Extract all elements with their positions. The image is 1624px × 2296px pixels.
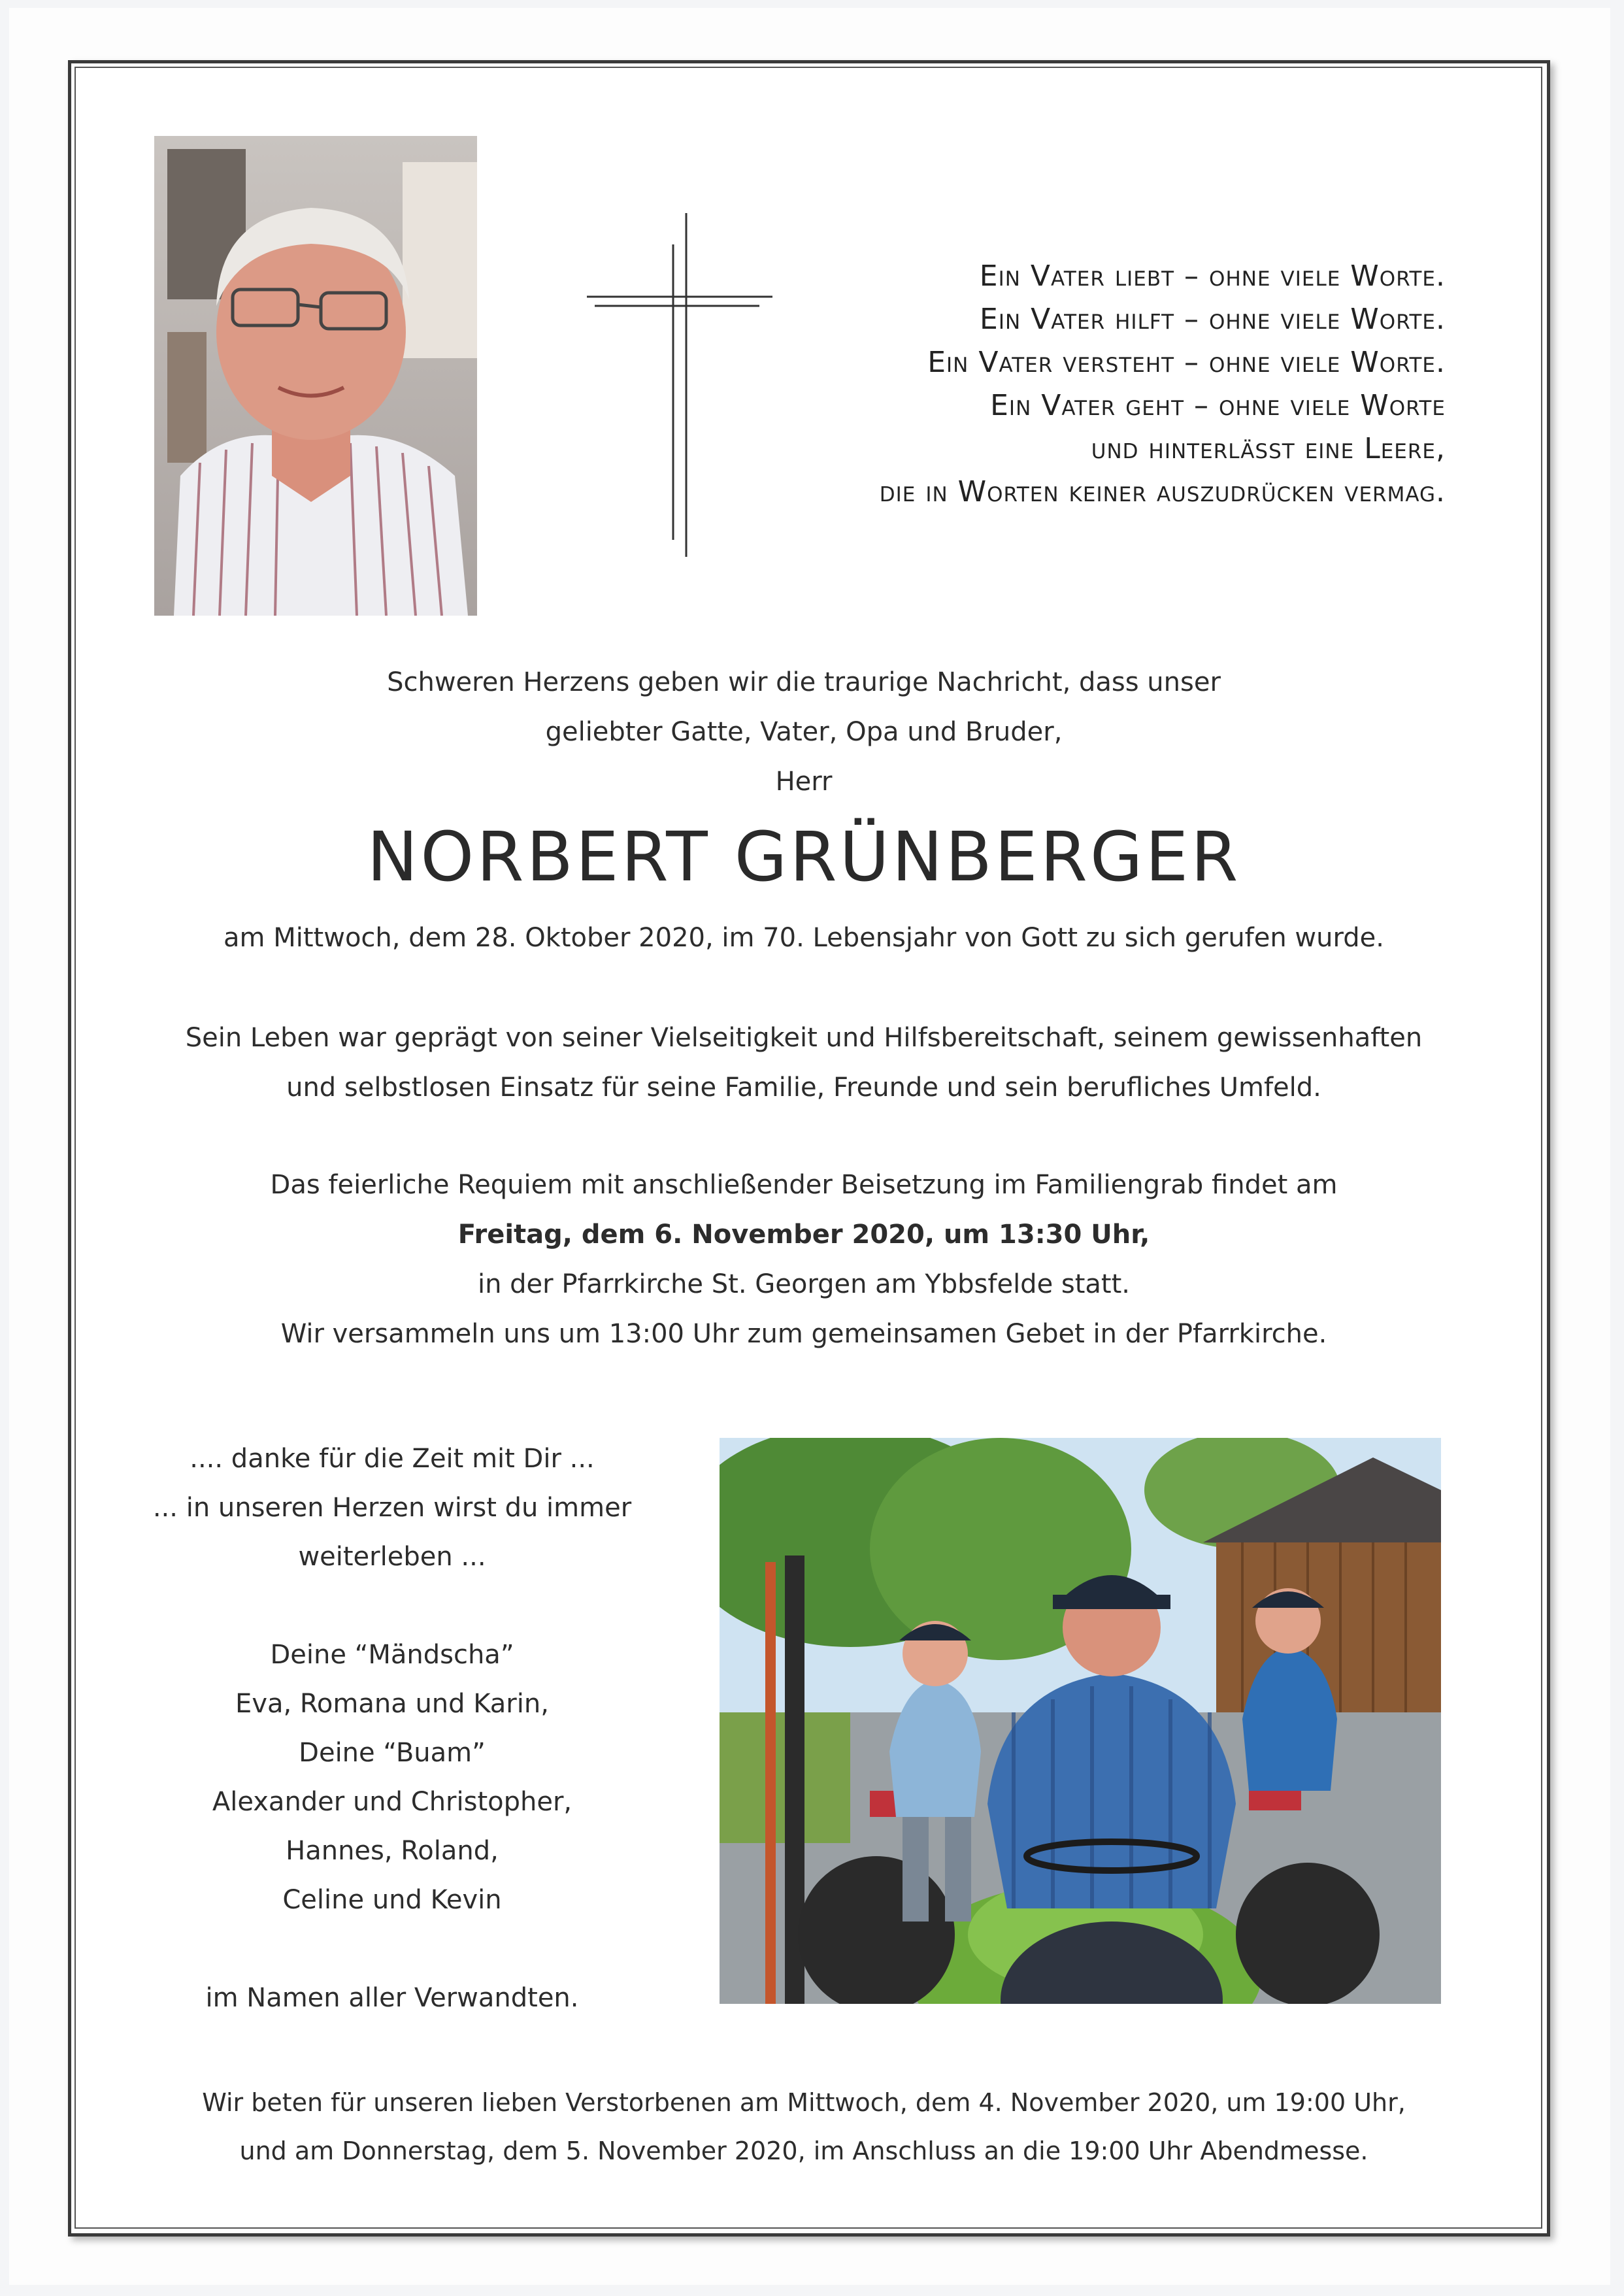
intro-line: geliebter Gatte, Vater, Opa und Bruder, [545,717,1063,747]
requiem-date: Freitag, dem 6. November 2020, um 13:30 Uhr, [457,1220,1150,1250]
farewell-line: Celine und Kevin [282,1885,502,1915]
intro-line: Schweren Herzens geben wir die traurige Nachricht, dass unser [387,667,1221,697]
poem-line: Ein Vater liebt – ohne viele Worte. [979,259,1446,293]
death-line: am Mittwoch, dem 28. Oktober 2020, im 70. Lebensjahr von Gott zu sich gerufen wurde. [224,923,1384,953]
poem-line: Ein Vater geht – ohne viele Worte [990,389,1446,422]
poem [810,255,1446,514]
farewell-line: im Namen aller Verwandten. [205,1983,579,2013]
farewell-line: ... in unseren Herzen wirst du immer [152,1493,632,1523]
poem-line: Ein Vater versteht – ohne viele Worte. [927,346,1446,379]
death-notice [131,915,1477,961]
farewell-spacer [131,1925,654,1974]
requiem-line: Das feierliche Requiem mit anschließender Beisetzung im Familiengrab findet am [270,1170,1338,1200]
farewell-line: .... danke für die Zeit mit Dir ... [190,1444,595,1474]
prayer-notice [131,2078,1477,2175]
requiem-gathering: Wir versammeln uns um 13:00 Uhr zum gemeinsamen Gebet in der Pfarrkirche. [280,1319,1327,1349]
farewell-line: Hannes, Roland, [286,1836,499,1866]
farewell-line: Deine “Mändscha” [270,1640,514,1670]
portrait-illustration [154,136,477,616]
poem-line: und hinterlässt eine Leere, [1091,432,1446,465]
cross-icon [587,213,772,557]
farewell-text [131,1435,654,2023]
poem-line: die in Worten keiner auszudrücken vermag. [879,475,1446,508]
life-line: und selbstlosen Einsatz für seine Familie, Freunde und sein berufliches Umfeld. [286,1073,1321,1103]
intro-text [131,657,1477,807]
prayer-line: und am Donnerstag, dem 5. November 2020, im Anschluss an die 19:00 Uhr Abendmesse. [239,2137,1368,2165]
family-photo-illustration [720,1438,1441,2004]
family-photo [720,1438,1441,2004]
portrait-photo [154,136,477,616]
intro-line: Herr [775,767,833,797]
farewell-line: weiterleben ... [298,1542,486,1572]
requiem-location: in der Pfarrkirche St. Georgen am Ybbsfelde statt. [477,1269,1131,1299]
farewell-line: Eva, Romana und Karin, [235,1689,549,1719]
life-line: Sein Leben war geprägt von seiner Vielseitigkeit und Hilfsbereitschaft, seinem gewissenhaften [185,1023,1423,1053]
farewell-line: Alexander und Christopher, [212,1787,572,1817]
farewell-line: Deine “Buam” [299,1738,486,1768]
farewell-spacer [131,1582,654,1631]
requiem-info [131,1160,1477,1359]
deceased-name: NORBERT GRÜNBERGER [367,817,1241,897]
poem-line: Ein Vater hilft – ohne viele Worte. [980,303,1446,336]
prayer-line: Wir beten für unseren lieben Verstorbenen am Mittwoch, dem 4. November 2020, um 19:00 Uhr, [202,2088,1406,2117]
life-description [131,1013,1477,1112]
